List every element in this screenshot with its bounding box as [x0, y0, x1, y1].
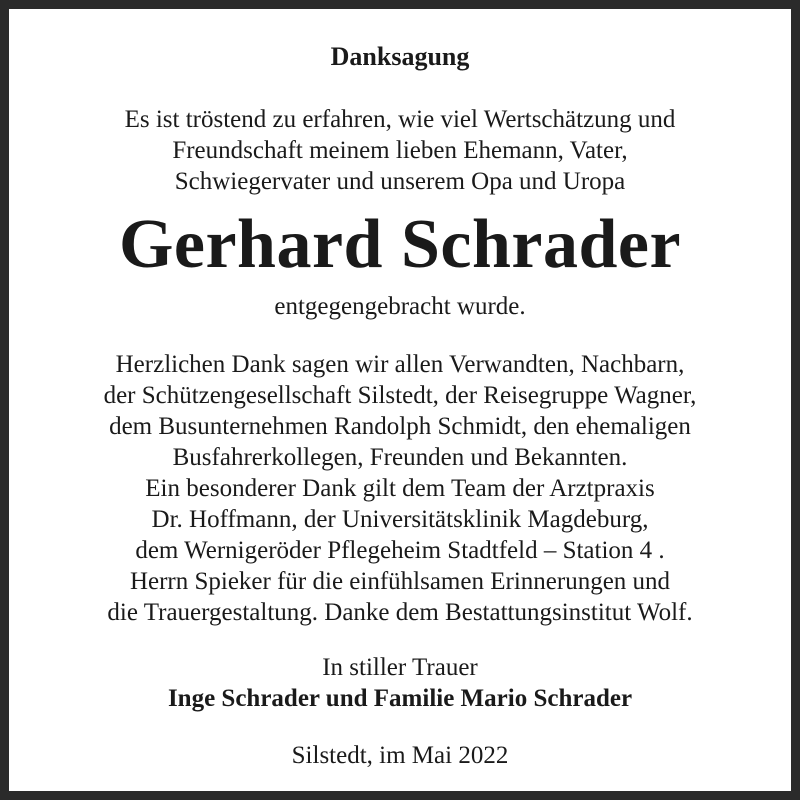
thanks-line-7: dem Wernigeröder Pflegeheim Stadtfeld – Station 4 . [135, 537, 665, 564]
thanks-line-3: dem Busunternehmen Randolph Schmidt, den ehemaligen [109, 413, 691, 440]
intro-line-1: Es ist tröstend zu erfahren, wie viel Wertschätzung und [124, 106, 676, 133]
mourners-names: Inge Schrader und Familie Mario Schrader [167, 685, 633, 712]
thanks-line-5: Ein besonderer Dank gilt dem Team der Arztpraxis [145, 475, 655, 502]
thanks-line-6: Dr. Hoffmann, der Universitätsklinik Magdeburg, [151, 506, 649, 533]
thanks-line-2: der Schützengesellschaft Silstedt, der Reisegruppe Wagner, [103, 382, 697, 409]
after-name-text: entgegengebracht wurde. [274, 293, 526, 320]
thanks-line-8: Herrn Spieker für die einfühlsamen Erinnerungen und [129, 568, 671, 595]
deceased-name: Gerhard Schrader [118, 206, 682, 283]
place-date: Silstedt, im Mai 2022 [291, 742, 509, 769]
thanks-line-9: die Trauergestaltung. Danke dem Bestattungsinstitut Wolf. [107, 599, 693, 626]
intro-line-2: Freundschaft meinem lieben Ehemann, Vater, [172, 137, 628, 164]
notice-heading: Danksagung [330, 42, 470, 71]
thanks-line-1: Herzlichen Dank sagen wir allen Verwandten, Nachbarn, [115, 351, 685, 378]
intro-line-3: Schwiegervater und unserem Opa und Uropa [174, 168, 626, 195]
mourning-label: In stiller Trauer [322, 654, 478, 681]
thanks-line-4: Busfahrerkollegen, Freunden und Bekannten. [172, 444, 628, 471]
